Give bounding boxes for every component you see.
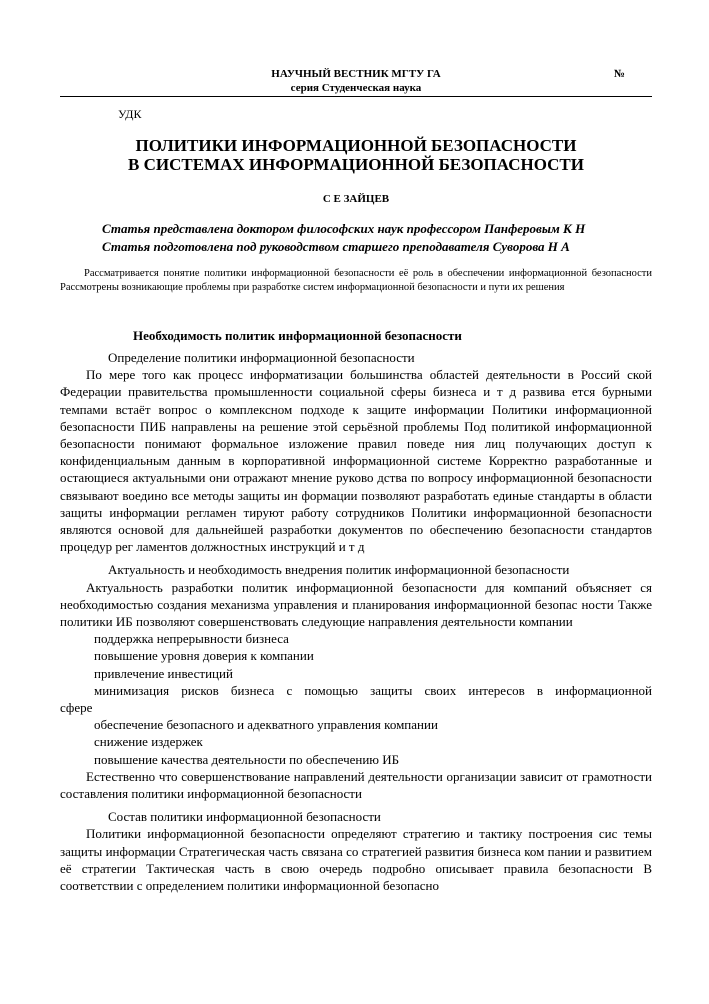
list-item: снижение издержек bbox=[94, 734, 203, 750]
paragraph-composition: Политики информационной безопасности определяют стратегию и тактику построения сис темы защиты информации Стратегическая часть связана со стратегией развития бизнеса ком пании и развитием её стратегии Тактическая часть в свою очередь подробно описывает правила безопасности В соответствии с определением политики информационной безопасно bbox=[60, 826, 652, 894]
credit-prepared-under: Статья подготовлена под руководством старшего преподавателя Суворова Н А bbox=[102, 239, 570, 254]
journal-series: серия Студенческая наука bbox=[290, 82, 422, 94]
paper-title bbox=[60, 136, 652, 174]
paper-title-line-1: ПОЛИТИКИ ИНФОРМАЦИОННОЙ БЕЗОПАСНОСТИ bbox=[135, 136, 577, 155]
list-item-continuation: сфере bbox=[60, 700, 93, 716]
subheading-definition: Определение политики информационной безопасности bbox=[108, 350, 415, 365]
udk-label: УДК bbox=[118, 107, 142, 121]
list-item: повышение уровня доверия к компании bbox=[94, 648, 314, 664]
subheading-composition: Состав политики информационной безопасности bbox=[108, 809, 381, 825]
list-item: привлечение инвестиций bbox=[94, 665, 233, 681]
author-name: С Е ЗАЙЦЕВ bbox=[322, 193, 390, 205]
header-divider bbox=[60, 96, 652, 97]
list-item: обеспечение безопасного и адекватного управления компании bbox=[94, 717, 438, 733]
list-item: повышение качества деятельности по обеспечению ИБ bbox=[94, 751, 400, 767]
section-heading: Необходимость политик информационной безопасности bbox=[133, 328, 462, 343]
paper-title-line-2: В СИСТЕМАХ ИНФОРМАЦИОННОЙ БЕЗОПАСНОСТИ bbox=[128, 155, 584, 174]
journal-title: НАУЧНЫЙ ВЕСТНИК МГТУ ГА bbox=[271, 68, 441, 80]
subheading-relevance: Актуальность и необходимость внедрения политик информационной безопасности bbox=[108, 562, 570, 578]
credit-presented-by: Статья представлена доктором философских наук профессором Панферовым К Н bbox=[102, 221, 586, 236]
list-item: минимизация рисков бизнеса с помощью защиты своих интересов в информационной bbox=[94, 682, 652, 698]
list-item: поддержка непрерывности бизнеса bbox=[94, 631, 289, 647]
paragraph-relevance: Актуальность разработки политик информационной безопасности для компаний объясняет ся необходимостью создания механизма управления и планирования информационной безопас ности Также политики ИБ позволяют совершенствовать следующие направления деятельности компании bbox=[60, 579, 652, 630]
issue-number-mark: № bbox=[614, 68, 626, 80]
section-body bbox=[60, 349, 652, 894]
abstract: Рассматривается понятие политики информационной безопасности её роль в обеспечении информационной безопасности Рассмотрены возникающие проблемы при разработке систем информационной безопасности и пути их решения bbox=[60, 268, 652, 293]
paragraph-conclusion: Естественно что совершенствование направлений деятельности организации зависит от грамотности составления политики информационной безопасности bbox=[60, 768, 652, 802]
paragraph-definition: По мере того как процесс информатизации большинства областей деятельности в Россий ской Федерации правительства промышленности социальной сферы бизнеса и т д развива ется бурными темпами встаёт вопрос о комплексном подходе к защите информации Политики информационной безопасности ПИБ направлены на решение этой серьёзной проблемы Под политикой информационной безопасности понимают формальное изложение правил поведе ния лиц получающих доступ к конфиденциальным данным в корпоративной информационной системе Корректно разработанные и остающиеся актуальными они отражают мнение руково дства по вопросу информационной безопасности связывают воедино все методы защиты ин формации позволяют разработать единые стандарты в области защиты информации регламен тируют работу сотрудников Политики информационной безопасности являются основой для дальнейшей разработки документов по обеспечению безопасности стандартов процедур рег ламентов должностных инструкций и т д bbox=[60, 367, 652, 555]
